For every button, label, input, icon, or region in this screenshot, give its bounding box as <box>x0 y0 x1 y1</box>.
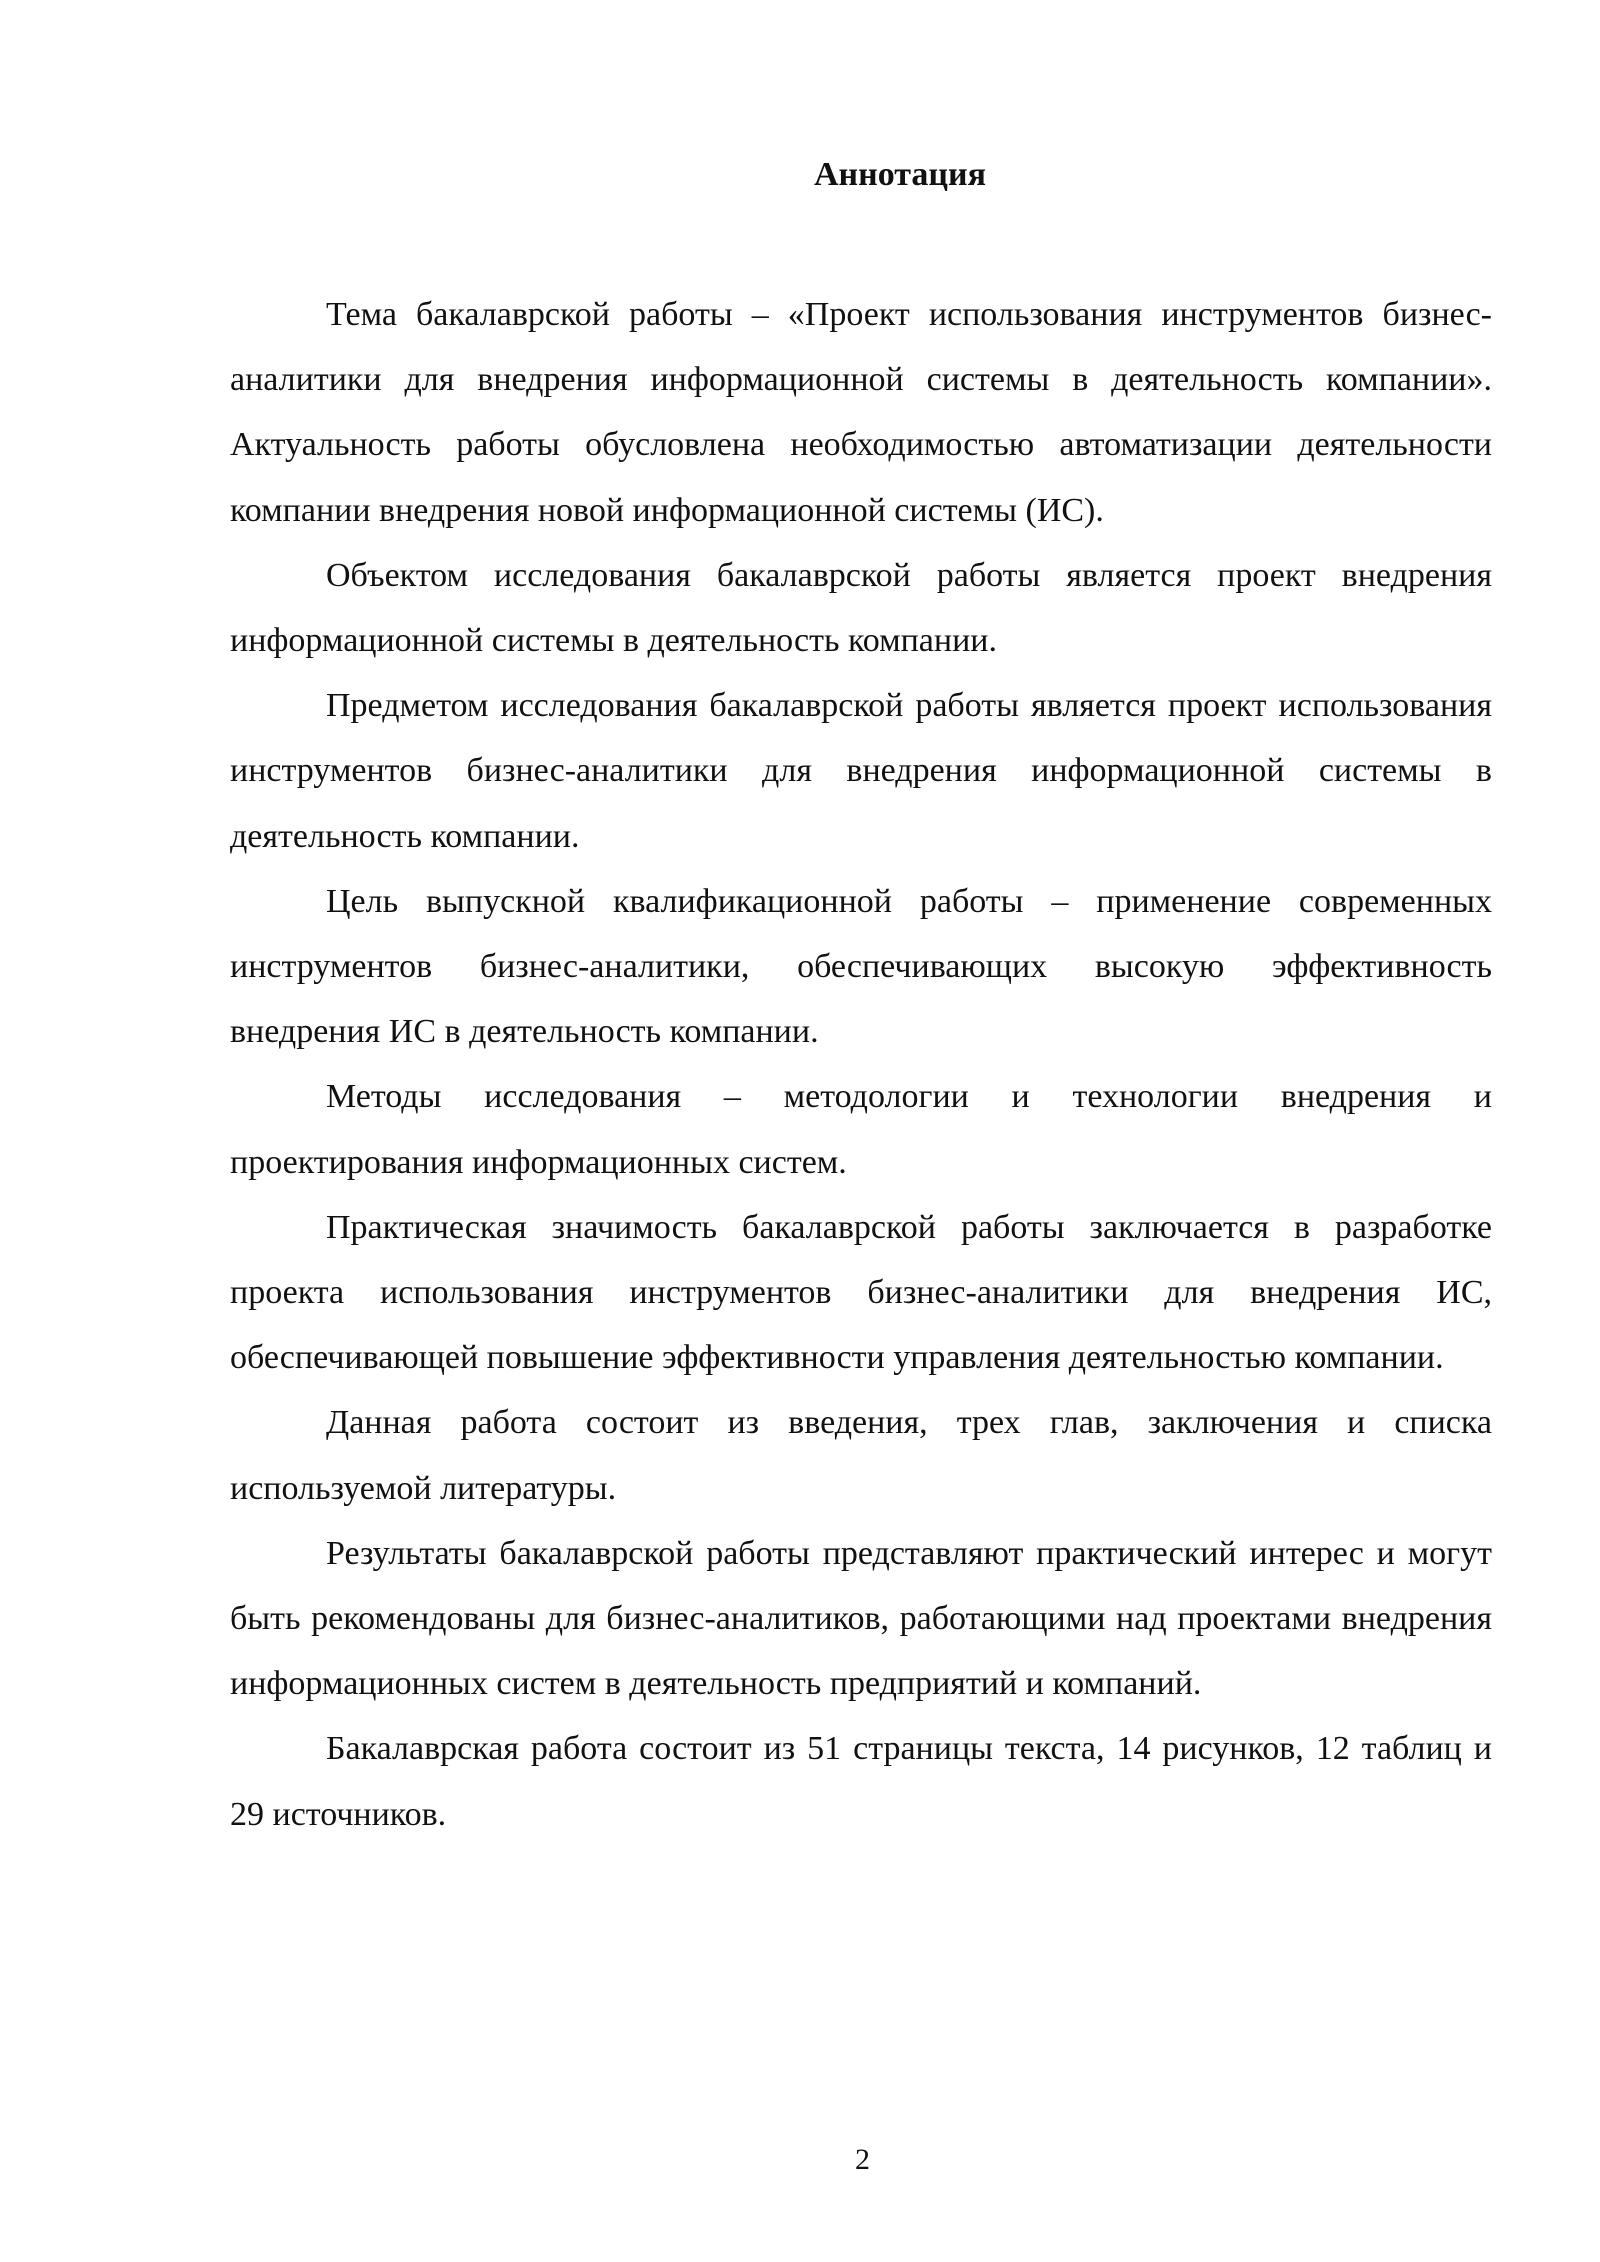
document-title: Аннотация <box>814 156 986 193</box>
page-number: 2 <box>855 2143 870 2176</box>
paragraph-object: Объектом исследования бакалаврской работы является проект внедрения информационной системы в деятельность компании. <box>230 556 1492 660</box>
paragraph-significance: Практическая значимость бакалаврской работы заключается в разработке проекта использования инструментов бизнес-аналитики для внедрения ИС, обеспечивающей повышение эффективности управления деятельностью компании. <box>230 1208 1492 1377</box>
paragraph-topic: Тема бакалаврской работы – «Проект использования инструментов бизнес-аналитики для внедрения информационной системы в деятельность компании». Актуальность работы обусловлена необходимостью автоматизации деятельности компании внедрения новой информационной системы (ИС). <box>230 296 1492 529</box>
document-body <box>230 282 1492 1847</box>
paragraph-structure: Данная работа состоит из введения, трех глав, заключения и списка используемой литературы. <box>230 1404 1492 1507</box>
paragraph-volume: Бакалаврская работа состоит из 51 страницы текста, 14 рисунков, 12 таблиц и 29 источников. <box>230 1730 1492 1833</box>
paragraph-goal: Цель выпускной квалификационной работы – применение современных инструментов бизнес-аналитики, обеспечивающих высокую эффективность внедрения ИС в деятельность компании. <box>230 882 1492 1051</box>
paragraph-methods: Методы исследования – методологии и технологии внедрения и проектирования информационных систем. <box>230 1078 1492 1181</box>
paragraph-results: Результаты бакалаврской работы представляют практический интерес и могут быть рекомендованы для бизнес-аналитиков, работающими над проектами внедрения информационных систем в деятельность предприятий и компаний. <box>230 1534 1492 1703</box>
paragraph-subject: Предметом исследования бакалаврской работы является проект использования инструментов бизнес-аналитики для внедрения информационной системы в деятельность компании. <box>230 687 1492 855</box>
